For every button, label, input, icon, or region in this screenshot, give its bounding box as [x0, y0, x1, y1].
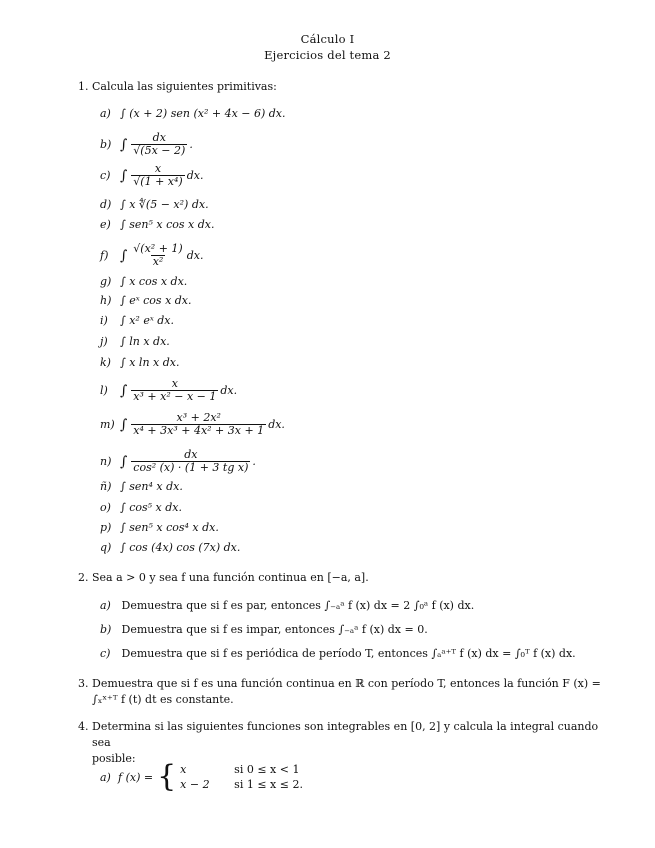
item-expression: ∫ cos⁵ x dx.: [120, 501, 183, 514]
item-label: a): [100, 107, 111, 120]
piecewise-cases: [180, 762, 303, 792]
question-2-item-b: [100, 623, 428, 636]
numerator: √(x² + 1): [133, 242, 183, 255]
fraction: [131, 378, 218, 403]
item-text: Demuestra que si f es periódica de período T, entonces ∫ₐᵃ⁺ᵀ f (x) dx = ∫₀ᵀ f (x) dx.: [121, 647, 576, 660]
item-text: Demuestra que si f es impar, entonces ∫₋ₐᵃ f (x) dx = 0.: [121, 623, 428, 636]
item-label: o): [100, 501, 111, 514]
question-3-line-2: ∫ₓˣ⁺ᵀ f (t) dt es constante.: [92, 693, 234, 706]
numerator: x³ + 2x²: [176, 411, 221, 424]
item-label: b): [100, 623, 112, 636]
fraction: [131, 412, 266, 437]
item-tail: dx.: [186, 249, 204, 262]
question-1-number: 1.: [78, 80, 89, 93]
denominator: √(1 + x⁴): [133, 175, 183, 188]
piecewise-lhs: f (x) =: [118, 770, 154, 784]
fraction: [131, 449, 250, 474]
question-4-line-1: Determina si las siguientes funciones son integrables en [0, 2] y calcula la integral cuando sea: [92, 720, 599, 749]
question-3-text: [92, 676, 602, 708]
item-label: n): [100, 455, 112, 468]
denominator: x²: [152, 255, 164, 268]
item-expression: ∫ ln x dx.: [120, 335, 170, 348]
question-1-item: [100, 449, 256, 474]
case-1-expr: x: [180, 763, 187, 776]
case-2-expr: x − 2: [180, 778, 210, 791]
question-1-item: [100, 275, 187, 288]
item-expression: ∫ x ∜(5 − x²) dx.: [120, 198, 209, 211]
item-expression: ∫ x² eˣ dx.: [120, 314, 174, 327]
question-1-item: [100, 198, 209, 211]
item-label: d): [100, 198, 112, 211]
item-tail: dx.: [186, 169, 204, 182]
question-1-item: [100, 218, 214, 231]
page-title: Cálculo I: [300, 32, 355, 46]
fraction: [131, 132, 187, 157]
question-1-item: [100, 314, 174, 327]
item-tail: .: [252, 455, 256, 468]
item-label: b): [100, 138, 112, 151]
item-tail: .: [189, 138, 193, 151]
case-1-cond: si 0 ≤ x < 1: [234, 763, 300, 776]
item-expression: ∫ sen⁵ x cos⁴ x dx.: [120, 521, 219, 534]
denominator: √(5x − 2): [133, 144, 186, 157]
denominator: x³ + x² − x − 1: [133, 390, 217, 403]
question-1-item: [100, 243, 203, 268]
integral-sign: ∫: [120, 167, 128, 184]
item-tail: dx.: [268, 418, 285, 431]
item-label: c): [100, 647, 111, 660]
question-1-item: [100, 335, 170, 348]
question-1-item: [100, 480, 183, 493]
numerator: x: [171, 377, 178, 390]
denominator: x⁴ + 3x³ + 4x² + 3x + 1: [133, 424, 265, 437]
item-label: h): [100, 294, 112, 307]
question-1-text: Calcula las siguientes primitivas:: [92, 80, 277, 93]
item-expression: ∫ sen⁴ x dx.: [120, 480, 183, 493]
question-3-number: 3.: [78, 677, 89, 690]
item-label: a): [100, 599, 111, 612]
case-2-cond: si 1 ≤ x ≤ 2.: [234, 778, 303, 791]
numerator: x: [154, 162, 162, 175]
integral-sign: ∫: [120, 416, 128, 433]
question-2-item-c: [100, 647, 576, 660]
integral-sign: ∫: [120, 382, 128, 399]
fraction: [131, 243, 184, 268]
item-label: k): [100, 356, 111, 369]
item-label: p): [100, 521, 112, 534]
integral-sign: ∫: [120, 453, 128, 470]
question-1-item: [100, 501, 182, 514]
question-2-number: 2.: [78, 571, 89, 584]
integral-sign: ∫: [120, 136, 128, 153]
item-expression: ∫ x ln x dx.: [120, 356, 180, 369]
question-1-item: [100, 132, 193, 157]
question-1-item: [100, 541, 240, 554]
item-expression: ∫ eˣ cos x dx.: [120, 294, 192, 307]
question-1-item: [100, 412, 285, 437]
item-label: j): [100, 335, 108, 348]
item-label: m): [100, 418, 115, 431]
question-1-item: [100, 378, 237, 403]
numerator: dx: [184, 448, 198, 461]
item-text: Demuestra que si f es par, entonces ∫₋ₐᵃ f (x) dx = 2 ∫₀ᵃ f (x) dx.: [121, 599, 475, 612]
question-1-item: [100, 294, 192, 307]
item-label: g): [100, 275, 112, 288]
question-1-item: [100, 521, 219, 534]
denominator: cos² (x) · (1 + 3 tg x): [133, 461, 249, 474]
item-label: e): [100, 218, 111, 231]
question-1-item: [100, 163, 203, 188]
item-label: l): [100, 384, 108, 397]
left-brace: {: [157, 759, 177, 794]
question-1-item: [100, 356, 179, 369]
item-label: q): [100, 541, 112, 554]
question-4-line-2: posible:: [92, 752, 136, 765]
item-label: f): [100, 249, 109, 262]
numerator: dx: [152, 131, 166, 144]
item-expression: ∫ x cos x dx.: [120, 275, 188, 288]
question-4-item-a: [100, 759, 303, 794]
question-1-item: [100, 107, 286, 120]
item-label: i): [100, 314, 108, 327]
integral-sign: ∫: [120, 247, 128, 264]
item-label: c): [100, 169, 111, 182]
page-subtitle: Ejercicios del tema 2: [264, 48, 391, 62]
question-3-line-1: Demuestra que si f es una función continua en ℝ con período T, entonces la función F (x) =: [92, 677, 601, 690]
item-label: a): [100, 770, 111, 784]
question-2-text: Sea a > 0 y sea f una función continua en [−a, a].: [92, 571, 369, 584]
item-expression: ∫ sen⁵ x cos x dx.: [120, 218, 215, 231]
question-4-number: 4.: [78, 720, 89, 733]
item-tail: dx.: [220, 384, 238, 397]
item-expression: ∫ cos (4x) cos (7x) dx.: [120, 541, 241, 554]
question-2-item-a: [100, 599, 474, 612]
fraction: [131, 163, 184, 188]
item-label: ñ): [100, 480, 112, 493]
item-expression: ∫ (x + 2) sen (x² + 4x − 6) dx.: [120, 107, 286, 120]
